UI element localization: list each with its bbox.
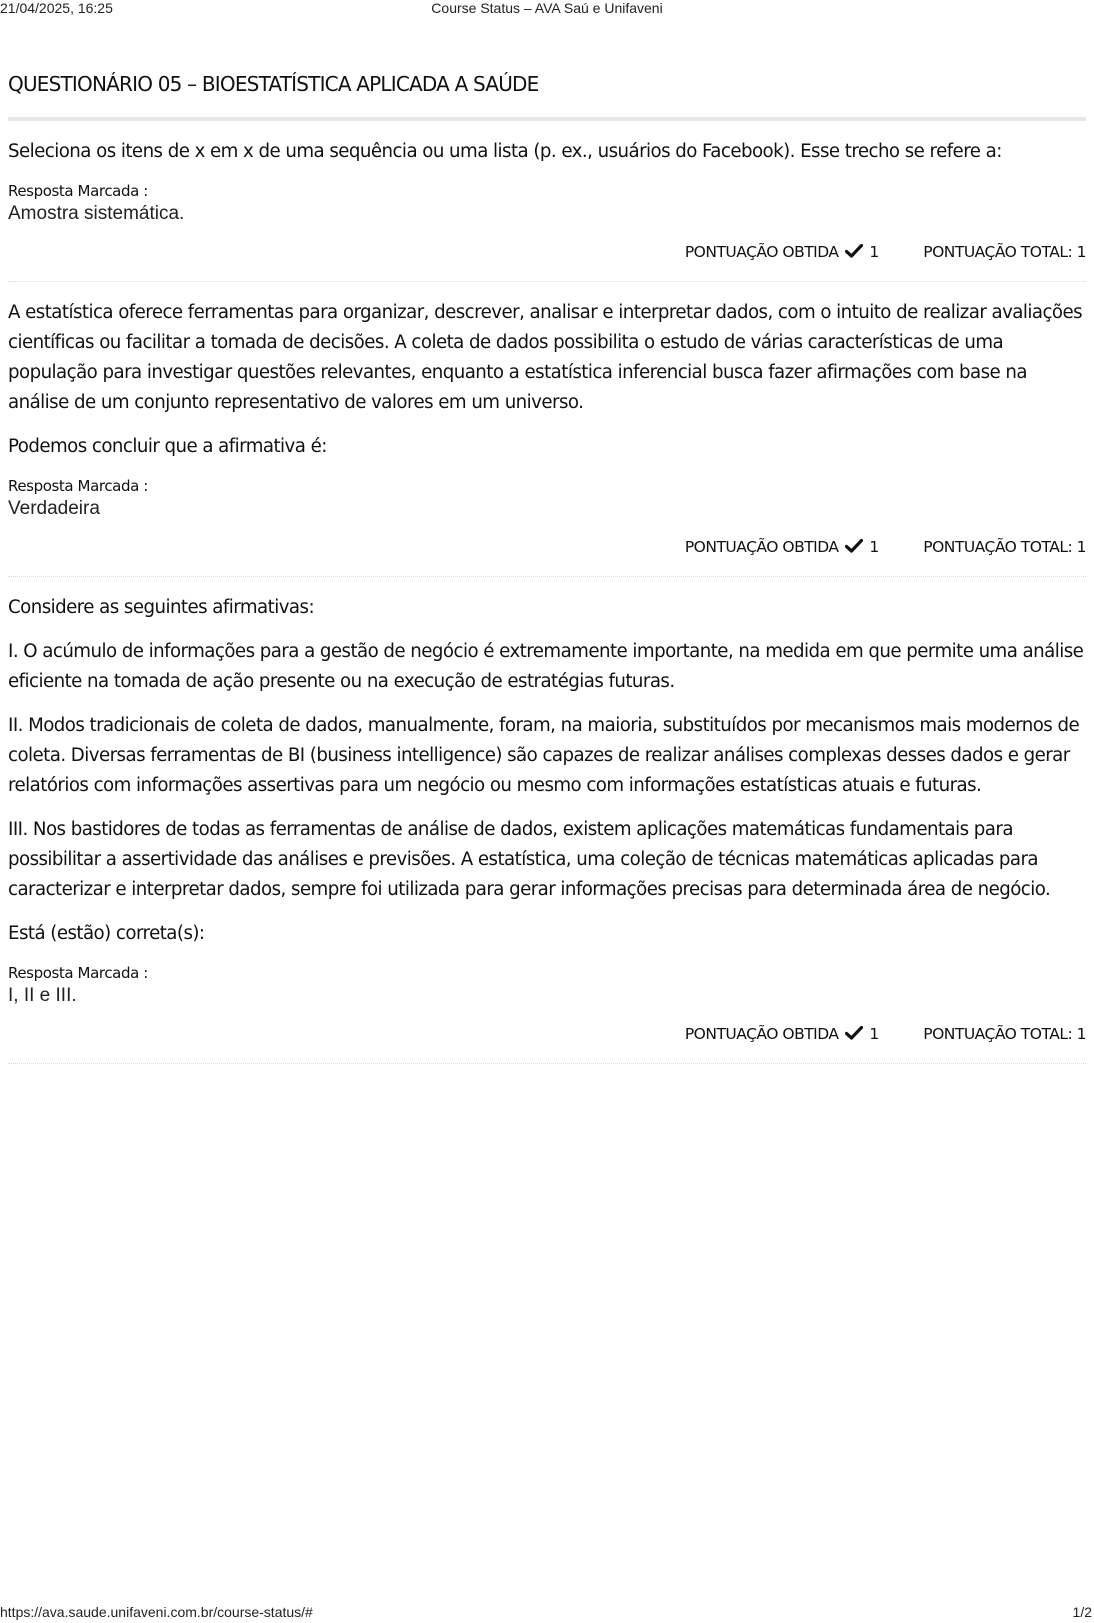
print-page-title: Course Status – AVA Saú e Unifaveni xyxy=(431,0,663,16)
score-obtained-value: 1 xyxy=(869,1025,879,1043)
score-total-value: 1 xyxy=(1076,243,1086,261)
statement-ii: II. Modos tradicionais de coleta de dados, manualmente, foram, na maioria, substituídos por mecanismos mais modernos de coleta. Diversas ferramentas de BI (business intelligence) são capazes de realizar análises complexas desses dados e gerar relatórios com informações assertivas para um negócio ou mesmo com informações estatísticas atuais e futuras. xyxy=(8,715,1080,796)
print-url: https://ava.saude.unifaveni.com.br/course-status/# xyxy=(0,1604,313,1620)
score-row xyxy=(8,534,1086,560)
score-total-value: 1 xyxy=(1076,1025,1086,1043)
score-obtained xyxy=(685,1021,879,1047)
check-icon xyxy=(845,244,863,258)
question-text xyxy=(8,593,1086,949)
score-total-label: PONTUAÇÃO TOTAL: xyxy=(923,538,1073,556)
statement-i: I. O acúmulo de informações para a gestão de negócio é extremamente importante, na medida em que permite uma análise eficiente na tomada de ação presente ou na execução de estratégias futuras. xyxy=(8,641,1084,692)
score-obtained xyxy=(685,239,879,265)
score-total-label: PONTUAÇÃO TOTAL: xyxy=(923,1025,1073,1043)
score-obtained-label: PONTUAÇÃO OBTIDA xyxy=(684,1025,839,1043)
print-footer xyxy=(0,1604,1094,1620)
question-paragraph: Considere as seguintes afirmativas: xyxy=(8,597,315,618)
score-total xyxy=(923,239,1086,265)
question-paragraph: A estatística oferece ferramentas para organizar, descrever, analisar e interpretar dados, com o intuito de realizar avaliações científicas ou facilitar a tomada de decisões. A coleta de dados possibilita o estudo de várias características de uma população para investigar questões relevantes, enquanto a estatística inferencial busca fazer afirmações com base na análise de um conjunto representativo de valores em um universo. xyxy=(8,302,1083,413)
score-total-value: 1 xyxy=(1076,538,1086,556)
print-header xyxy=(0,0,1094,16)
print-datetime: 21/04/2025, 16:25 xyxy=(0,0,113,16)
check-icon xyxy=(845,539,863,553)
statement-iii: III. Nos bastidores de todas as ferramentas de análise de dados, existem aplicações matemáticas fundamentais para possibilitar a assertividade das análises e previsões. A estatística, uma coleção de técnicas matemáticas aplicadas para caracterizar e interpretar dados, sempre foi utilizada para gerar informações precisas para determinada área de negócio. xyxy=(8,819,1051,900)
answer-label: Resposta Marcada : xyxy=(8,182,148,200)
question-paragraph: Seleciona os itens de x em x de uma sequência ou uma lista (p. ex., usuários do Facebook). Esse trecho se refere a: xyxy=(8,141,1002,162)
marked-answer: Amostra sistemática. xyxy=(8,203,185,224)
question-text xyxy=(8,137,1086,167)
question-card xyxy=(8,282,1086,577)
score-total xyxy=(923,1021,1086,1047)
answer-label: Resposta Marcada : xyxy=(8,477,148,495)
score-obtained-value: 1 xyxy=(869,538,879,556)
score-total-label: PONTUAÇÃO TOTAL: xyxy=(923,243,1073,261)
score-obtained-value: 1 xyxy=(869,243,879,261)
question-prompt: Está (estão) correta(s): xyxy=(8,923,205,944)
question-prompt: Podemos concluir que a afirmativa é: xyxy=(8,436,327,457)
check-icon xyxy=(845,1026,863,1040)
marked-answer: I, II e III. xyxy=(8,985,77,1006)
answer-label: Resposta Marcada : xyxy=(8,964,148,982)
marked-answer: Verdadeira xyxy=(8,498,100,519)
print-page-number: 1/2 xyxy=(1072,1604,1092,1620)
course-status-content xyxy=(8,68,1086,1064)
score-obtained-label: PONTUAÇÃO OBTIDA xyxy=(684,538,839,556)
score-row xyxy=(8,1021,1086,1047)
page-title: QUESTIONÁRIO 05 – BIOESTATÍSTICA APLICADA A SAÚDE xyxy=(8,72,539,96)
question-text xyxy=(8,298,1086,462)
score-obtained xyxy=(685,534,879,560)
question-card xyxy=(8,121,1086,282)
question-card xyxy=(8,577,1086,1064)
score-total xyxy=(923,534,1086,560)
score-row xyxy=(8,239,1086,265)
score-obtained-label: PONTUAÇÃO OBTIDA xyxy=(684,243,839,261)
